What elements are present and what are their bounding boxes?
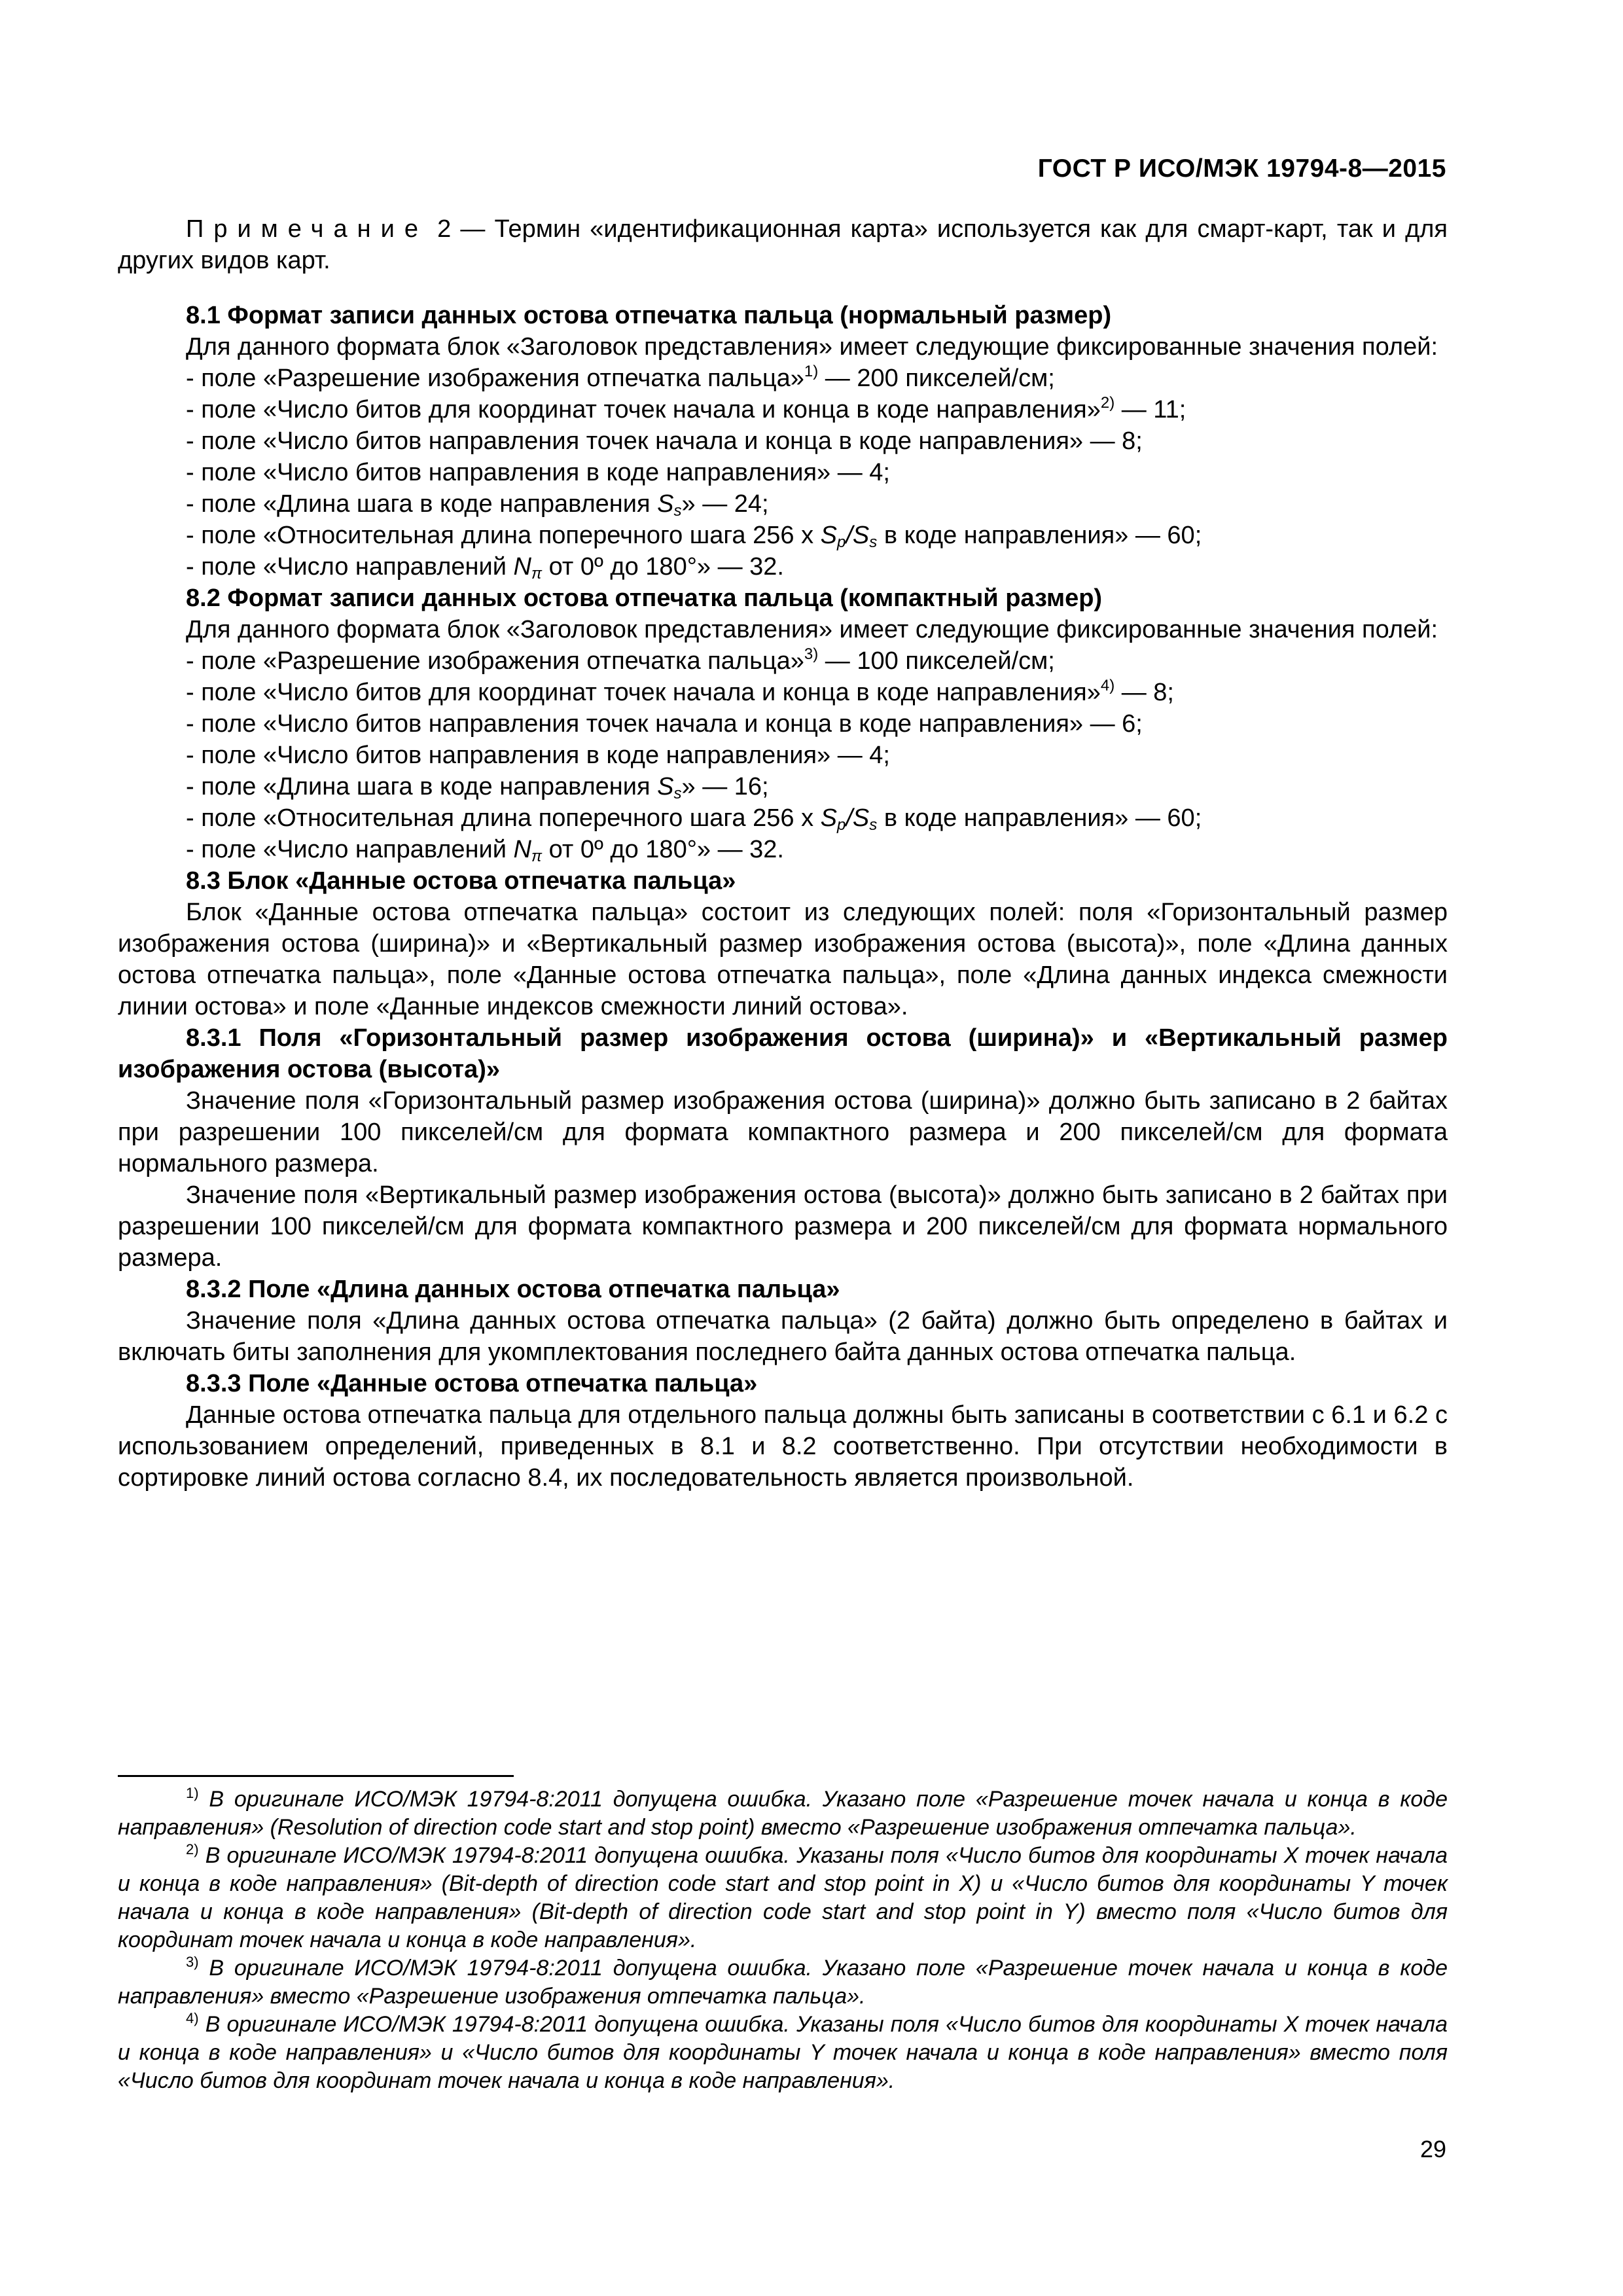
footnote-text: В оригинале ИСО/МЭК 19794-8:2011 допущена ошибка. Указаны поля «Число битов для координаты X точек начала и конца в коде направления» и «Число битов для координаты Y точек начала и конца в коде направления» вместо поля «Число битов для координат точек начала и конца в коде направления». xyxy=(118,2012,1448,2093)
footnote-mark: 3) xyxy=(186,1954,199,1970)
symbol-subscript: s xyxy=(869,533,878,551)
section-8-1-item: - поле «Число битов направления точек начала и конца в коде направления» — 8; xyxy=(186,427,1143,455)
symbol-subscript: p xyxy=(837,533,846,551)
symbol-slash: / xyxy=(846,522,853,549)
footnote-ref: 3) xyxy=(804,645,819,663)
symbol: S xyxy=(657,490,674,518)
page-number: 29 xyxy=(1419,2136,1446,2162)
item-text: — 11; xyxy=(1115,396,1186,423)
item-text: - поле «Разрешение изображения отпечатка пальца» xyxy=(186,647,804,675)
symbol-subscript: s xyxy=(673,785,682,802)
section-8-3-1-paragraph: Значение поля «Вертикальный размер изображения остова (высота)» должно быть записано в 2 байтах при разрешении 100 пикселей/см для формата компактного размера и 200 пикселей/см для формата нормального размера. xyxy=(118,1181,1448,1272)
item-text: » — 24; xyxy=(681,490,769,518)
footnote-mark: 1) xyxy=(186,1785,199,1801)
item-text: - поле «Число битов для координат точек начала и конца в коде направления» xyxy=(186,396,1101,423)
footnote xyxy=(118,1954,1448,2011)
symbol: S xyxy=(820,522,837,549)
section-8-3-3-text: Данные остова отпечатка пальца для отдельного пальца должны быть записаны в соответствии с 6.1 и 6.2 с использованием определений, приведенных в 8.1 и 8.2 соответственно. При отсутствии необходимости в сортировке линий остова согласно 8.4, их последовательность является произвольной. xyxy=(118,1401,1448,1492)
section-8-2-item xyxy=(118,677,1448,708)
section-8-3-text: Блок «Данные остова отпечатка пальца» состоит из следующих полей: поля «Горизонтальный размер изображения остова (ширина)» и «Вертикальный размер изображения остова (высота)», поле «Длина данных остова отпечатка пальца», поле «Данные остова отпечатка пальца», поле «Длина данных индекса смежности линии остова» и поле «Данные индексов смежности линий остова». xyxy=(118,899,1448,1020)
section-8-2-item xyxy=(118,834,1448,865)
item-text: — 200 пикселей/см; xyxy=(818,365,1055,392)
footnote-text: В оригинале ИСО/МЭК 19794-8:2011 допущена ошибка. Указано поле «Разрешение точек начала и конца в коде направления» (Resolution of direction code start and stop point) вместо «Разрешение изображения отпечатка пальца». xyxy=(118,1787,1448,1840)
footnote-ref: 4) xyxy=(1100,677,1115,694)
section-8-1-item xyxy=(118,363,1448,394)
item-text: - поле «Относительная длина поперечного шага 256 x xyxy=(186,522,821,549)
section-8-3-2-text: Значение поля «Длина данных остова отпечатка пальца» (2 байта) должно быть определено в байтах и включать биты заполнения для укомплектования последнего байта данных остова отпечатка пальца. xyxy=(118,1307,1448,1366)
symbol-subscript: π xyxy=(531,565,543,583)
item-text: в коде направления» — 60; xyxy=(877,804,1202,832)
footnotes xyxy=(118,1785,1448,2095)
symbol: N xyxy=(513,553,531,581)
section-8-3-1-paragraph: Значение поля «Горизонтальный размер изображения остова (ширина)» должно быть записано в 2 байтах при разрешении 100 пикселей/см для формата компактного размера и 200 пикселей/см для формата нормального размера. xyxy=(118,1087,1448,1177)
footnote-mark: 2) xyxy=(186,1841,199,1857)
symbol: S xyxy=(820,804,837,832)
section-8-3-3-heading: 8.3.3 Поле «Данные остова отпечатка пальца» xyxy=(186,1370,758,1397)
item-text: в коде направления» — 60; xyxy=(877,522,1202,549)
item-text: — 8; xyxy=(1115,679,1174,706)
section-8-1-item xyxy=(118,551,1448,583)
section-8-3-heading: 8.3 Блок «Данные остова отпечатка пальца» xyxy=(186,867,736,895)
footnote xyxy=(118,2011,1448,2095)
item-text: - поле «Число направлений xyxy=(186,553,514,581)
section-8-2-item xyxy=(118,645,1448,677)
section-8-2-item xyxy=(118,771,1448,802)
item-text: » — 16; xyxy=(681,773,769,800)
symbol-subscript: π xyxy=(531,848,543,865)
section-8-1-intro: Для данного формата блок «Заголовок представления» имеет следующие фиксированные значения полей: xyxy=(186,333,1438,361)
symbol: N xyxy=(513,836,531,863)
section-8-3-2-heading: 8.3.2 Поле «Длина данных остова отпечатка пальца» xyxy=(186,1276,840,1303)
section-8-1-item xyxy=(118,394,1448,425)
section-8-1-item xyxy=(118,520,1448,551)
section-8-1-item xyxy=(118,488,1448,520)
document-header: ГОСТ Р ИСО/МЭК 19794-8—2015 xyxy=(1037,154,1446,183)
section-8-1-heading: 8.1 Формат записи данных остова отпечатка пальца (нормальный размер) xyxy=(186,302,1112,329)
section-8-2-heading: 8.2 Формат записи данных остова отпечатка пальца (компактный размер) xyxy=(186,584,1103,612)
footnote-mark: 4) xyxy=(186,2010,199,2026)
section-8-2-item xyxy=(118,802,1448,834)
item-text: — 100 пикселей/см; xyxy=(818,647,1055,675)
note xyxy=(118,213,1448,276)
item-text: - поле «Число направлений xyxy=(186,836,514,863)
note-label: Примечание xyxy=(186,215,428,243)
footnote-text: В оригинале ИСО/МЭК 19794-8:2011 допущена ошибка. Указано поле «Разрешение точек начала и конца в коде направления» вместо «Разрешение изображения отпечатка пальца». xyxy=(118,1956,1448,2009)
section-8-2-item: - поле «Число битов направления точек начала и конца в коде направления» — 6; xyxy=(186,710,1143,738)
symbol-subscript: p xyxy=(837,816,846,834)
symbol-subscript: s xyxy=(673,502,682,520)
item-text: от 0º до 180°» — 32. xyxy=(542,836,784,863)
document-body xyxy=(118,213,1448,1494)
item-text: от 0º до 180°» — 32. xyxy=(542,553,784,581)
footnote-ref: 2) xyxy=(1100,394,1115,412)
symbol-slash: / xyxy=(846,804,853,832)
item-text: - поле «Длина шага в коде направления xyxy=(186,773,658,800)
footnote xyxy=(118,1785,1448,1842)
symbol-subscript: s xyxy=(869,816,878,834)
symbol: S xyxy=(657,773,674,800)
symbol: S xyxy=(852,522,870,549)
item-text: - поле «Число битов для координат точек начала и конца в коде направления» xyxy=(186,679,1101,706)
item-text: - поле «Разрешение изображения отпечатка пальца» xyxy=(186,365,804,392)
section-8-2-intro: Для данного формата блок «Заголовок представления» имеет следующие фиксированные значения полей: xyxy=(186,616,1438,643)
section-8-1-item: - поле «Число битов направления в коде направления» — 4; xyxy=(186,459,890,486)
item-text: - поле «Длина шага в коде направления xyxy=(186,490,658,518)
footnote-text: В оригинале ИСО/МЭК 19794-8:2011 допущена ошибка. Указаны поля «Число битов для координаты X точек начала и конца в коде направления» (Bit-depth of direction code start and stop point in X) и «Число битов для координаты Y точек начала и конца в коде направления» (Bit-depth of direction code start and stop point in Y) вместо поля «Число битов для координат точек начала и конца в коде направления». xyxy=(118,1843,1448,1952)
symbol: S xyxy=(852,804,870,832)
section-8-3-1-heading: 8.3.1 Поля «Горизонтальный размер изображения остова (ширина)» и «Вертикальный размер изображения остова (высота)» xyxy=(118,1024,1448,1083)
footnote-separator xyxy=(118,1775,514,1777)
item-text: - поле «Относительная длина поперечного шага 256 x xyxy=(186,804,821,832)
footnote xyxy=(118,1842,1448,1954)
note-text: 2 — Термин «идентификационная карта» используется как для смарт-карт, так и для других видов карт. xyxy=(118,215,1448,274)
section-8-2-item: - поле «Число битов направления в коде направления» — 4; xyxy=(186,742,890,769)
footnote-ref: 1) xyxy=(804,363,819,380)
